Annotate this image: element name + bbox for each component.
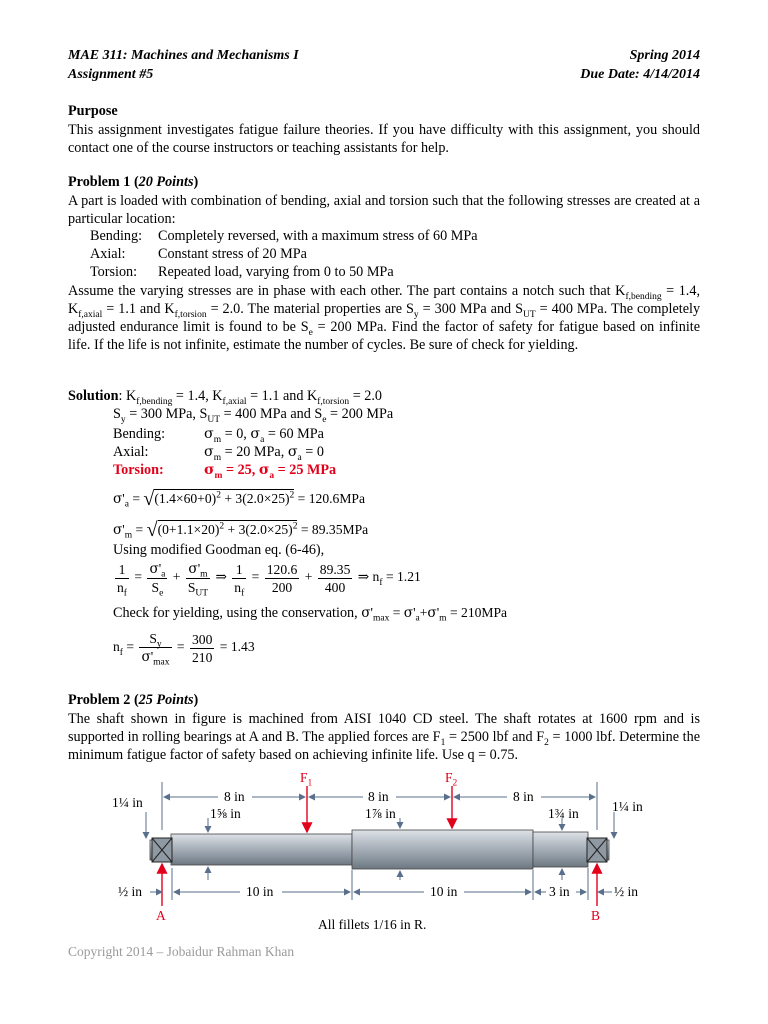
assignment-number: Assignment #5 <box>68 67 154 82</box>
force-f1-label: $F_1$ <box>300 770 313 789</box>
dia-segment-2: 1⅞ in <box>365 806 396 821</box>
dim-top-1: 8 in <box>224 789 245 804</box>
term: Spring 2014 <box>629 48 700 63</box>
load-axial-name: Axial: <box>90 246 126 262</box>
purpose-heading: Purpose <box>68 103 118 119</box>
problem1-body: Assume the varying stresses are in phase with each other. The part contains a notch such that $K_{f,bending} = 1.4$, $K_{f,axial} = 1.1$ and $K_{f,torsion} = 2.0$. The material properties are $S_y = 300$ MPa and $S_{UT} = 400$ MPa. The completely adjusted endurance limit is found to be $S_e = 200$ MPa. Find the factor of safety for fatigue based on infinite life. If the life is not infinite, estimate the number of cycles. Be sure of check for yielding. <box>68 283 701 353</box>
bearing-a-label: A <box>156 908 166 923</box>
problem1-intro: A part is loaded with combination of bending, axial and torsion such that the following stresses are created at a particular location: <box>68 193 700 227</box>
due-date: Due Date: 4/14/2014 <box>580 67 700 82</box>
problem1-points: 20 Points <box>138 174 194 190</box>
sol-torsion-values: $\sigma_m = 25$, $\sigma_a = 25$ MPa <box>204 462 337 481</box>
dim-top-3: 8 in <box>513 789 534 804</box>
problem2-heading: Problem 2 (25 Points) <box>68 692 199 708</box>
bearing-b-label: B <box>591 908 601 923</box>
dia-segment-3: 1¾ in <box>548 806 579 821</box>
course-title: MAE 311: Machines and Mechanisms I <box>68 48 299 63</box>
dim-half-left: ½ in <box>118 884 143 899</box>
load-axial-desc: Constant stress of 20 MPa <box>158 246 307 262</box>
goodman-text: Using modified Goodman eq. (6-46), <box>113 542 325 558</box>
load-bending-desc: Completely reversed, with a maximum stress of 60 MPa <box>158 228 478 244</box>
eq-sigma-m: $\sigma'_m = √(0+1.1\times 20)^2 + 3(2.0\times 25)^2 = 89.35MPa$ <box>113 519 369 541</box>
figure-caption: All fillets 1/16 in R. <box>318 917 427 932</box>
copyright: Copyright 2014 – Jobaidur Rahman Khan <box>68 944 295 959</box>
load-bending-name: Bending: <box>90 228 143 244</box>
dia-right-end: 1¼ in <box>612 799 643 814</box>
eq-sigma-a: $\sigma'_a = √(1.4\times 60+0)^2 + 3(2.0\times 25)^2 = 120.6MPa$ <box>113 488 366 510</box>
dia-left-end: 1¼ in <box>112 795 143 810</box>
bottom-dimension-lines <box>150 868 612 900</box>
dim-bottom-2: 10 in <box>430 884 458 899</box>
dim-bottom-3: 3 in <box>549 884 570 899</box>
sol-axial-values: $\sigma_m = 20$ MPa, $\sigma_a = 0$ <box>204 444 324 463</box>
problem2-title: Problem 2 <box>68 692 131 708</box>
purpose-text: This assignment investigates fatigue failure theories. If you have difficulty with this assignment, you should contact one of the course instructors or teaching assistants for help. <box>68 122 700 156</box>
sol-bending-name: Bending: <box>113 426 166 442</box>
sol-torsion-name: Torsion: <box>113 462 164 478</box>
dim-half-right: ½ in <box>614 884 639 899</box>
dim-top-2: 8 in <box>368 789 389 804</box>
problem1-heading: Problem 1 (20 Points) <box>68 174 199 190</box>
bearing-a <box>152 838 172 862</box>
shaft-segment-2 <box>352 830 533 869</box>
eq-yield: $n_f$ = $S_y$ $\sigma'_{max}$ = $\frac{300}{210}$ = 1.43 <box>113 631 255 668</box>
problem2-text: The shaft shown in figure is machined from AISI 1040 CD steel. The shaft rotates at 1600 rpm and is supported in rolling bearings at A and B. The applied forces are $F_1 = 2500$ lbf and $F_2 = 1000$ lbf. Determine the minimum fatigue factor of safety based on achieving infinite life. Use q = 0.75. <box>68 711 701 763</box>
bearing-b <box>587 838 607 862</box>
load-torsion-name: Torsion: <box>90 264 138 280</box>
eq-goodman: $\frac{1}{n_f}$ = $\frac{\sigma'_a}{S_e}$ + $\sigma'_m$ $S_{UT}$ ⇒ $\frac{1}{n_f}$ = $\frac{120.6}{200}$ + $\frac{89.35}{400}$ ⇒ $n_f = 1.21$ <box>117 561 421 599</box>
solution-label: Solution <box>68 388 119 404</box>
shaft-segment-3 <box>533 832 588 867</box>
sol-bending-values: $\sigma_m = 0$, $\sigma_a = 60$ MPa <box>204 426 324 445</box>
sol-axial-name: Axial: <box>113 444 149 460</box>
shaft-segment-1 <box>171 834 352 865</box>
solution-line2: $S_y = 300$ MPa, $S_{UT} = 400$ MPa and $S_e = 200$ MPa <box>113 406 394 425</box>
force-f2-label: $F_2$ <box>445 770 458 789</box>
yield-check-line: Check for yielding, using the conservation, $\sigma'_{max} = \sigma'_a+\sigma'_m = 210MPa$ <box>113 605 508 624</box>
load-torsion-desc: Repeated load, varying from 0 to 50 MPa <box>158 264 394 280</box>
dim-bottom-1: 10 in <box>246 884 274 899</box>
problem2-points: 25 Points <box>138 692 194 708</box>
solution-line1: Solution: $K_{f,bending} = 1.4$, $K_{f,axial} = 1.1$ and $K_{f,torsion} = 2.0$ <box>68 388 383 407</box>
dia-segment-1: 1⅝ in <box>210 806 241 821</box>
problem1-title: Problem 1 <box>68 174 131 190</box>
